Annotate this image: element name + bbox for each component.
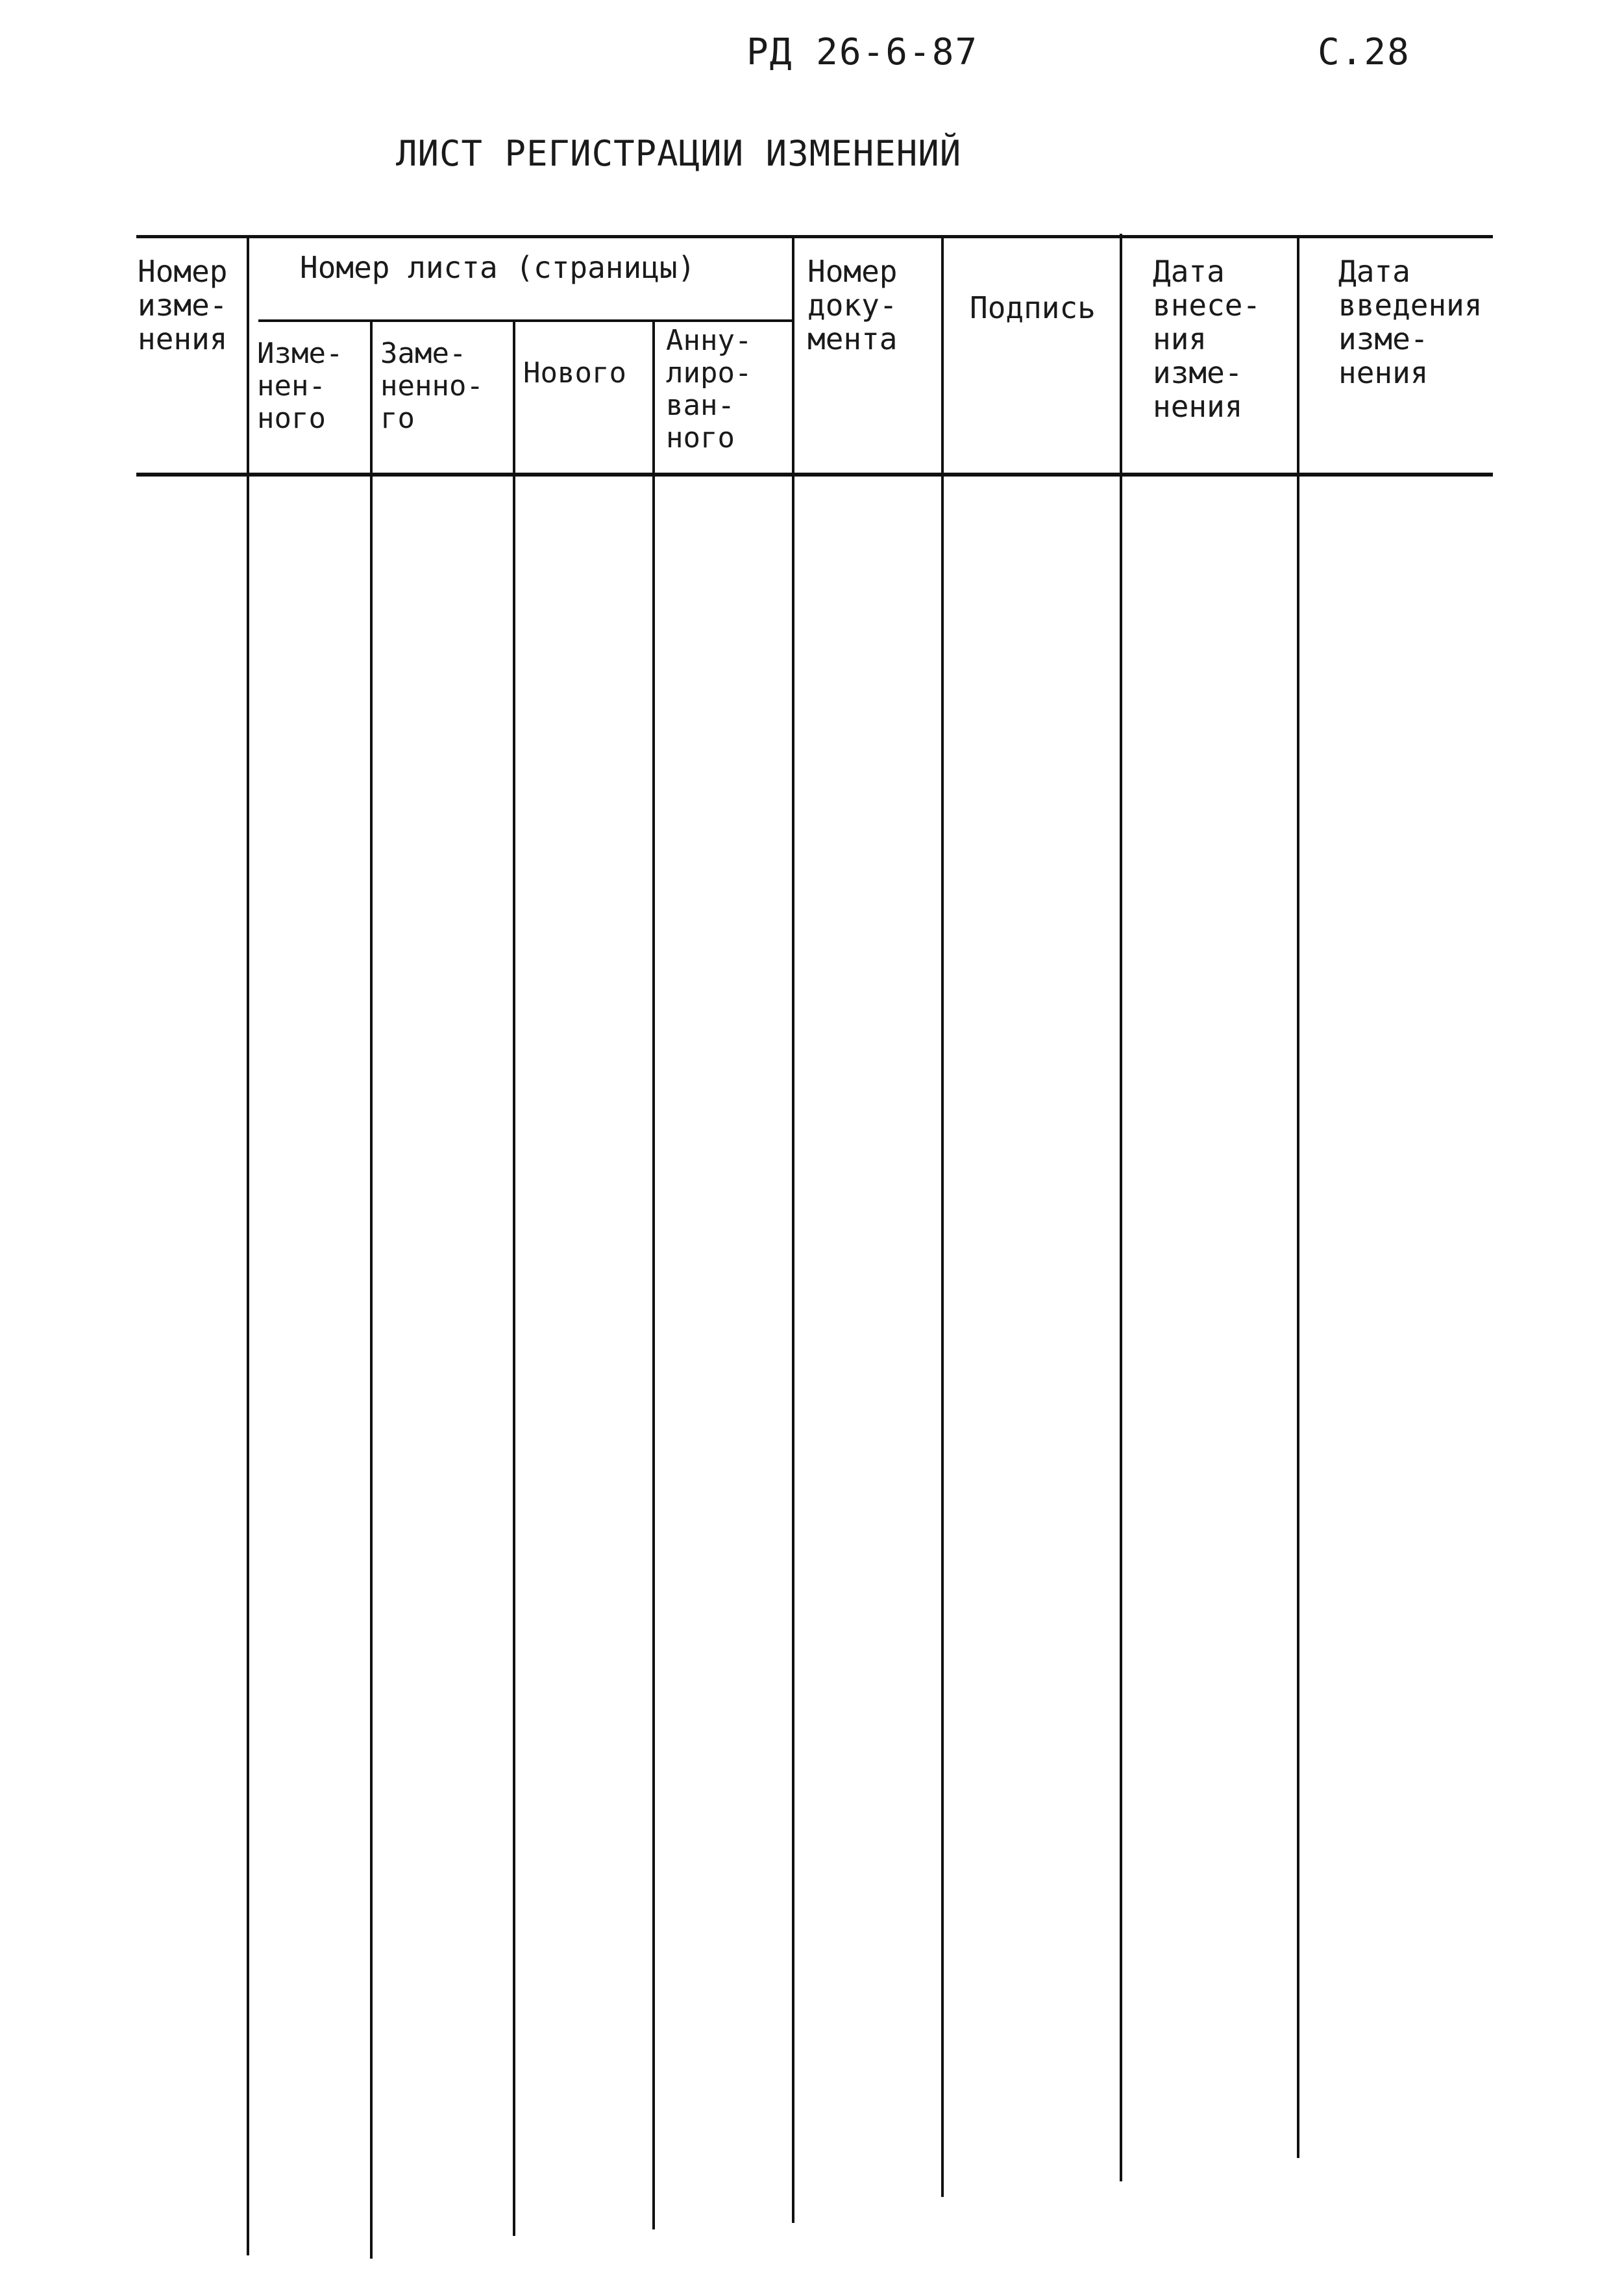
header-date-entry: Дата внесе- ния изме- нения: [1153, 254, 1261, 424]
column-divider-7: [1120, 234, 1122, 2181]
doc-code: РД 26-6-87: [746, 31, 979, 73]
sheet-title: ЛИСТ РЕГИСТРАЦИИ ИЗМЕНЕНИЙ: [396, 133, 962, 174]
header-annulled: Анну- лиро- ван- ного: [666, 324, 752, 454]
header-changed: Изме- нен- ного: [257, 337, 343, 435]
header-signature: Подпись: [970, 290, 1096, 325]
column-divider-6: [941, 236, 944, 2197]
page-number: С.28: [1318, 31, 1410, 73]
table-top-border: [136, 235, 1493, 238]
header-sheet-number-group: Номер листа (страницы): [300, 250, 696, 285]
column-divider-1: [247, 236, 249, 2255]
column-divider-2: [370, 321, 373, 2259]
header-doc-number: Номер доку- мента: [807, 254, 898, 356]
header-date-intro: Дата введения изме- нения: [1338, 254, 1483, 390]
header-new: Нового: [523, 356, 626, 390]
table-header-bottom-border: [136, 473, 1493, 477]
column-divider-8: [1297, 236, 1299, 2158]
column-divider-3: [513, 321, 515, 2236]
column-divider-4: [652, 321, 655, 2229]
header-change-number: Номер изме- нения: [138, 254, 228, 356]
header-replaced: Заме- ненно- го: [380, 337, 484, 435]
subheader-divider: [258, 319, 792, 322]
column-divider-5: [792, 236, 794, 2223]
